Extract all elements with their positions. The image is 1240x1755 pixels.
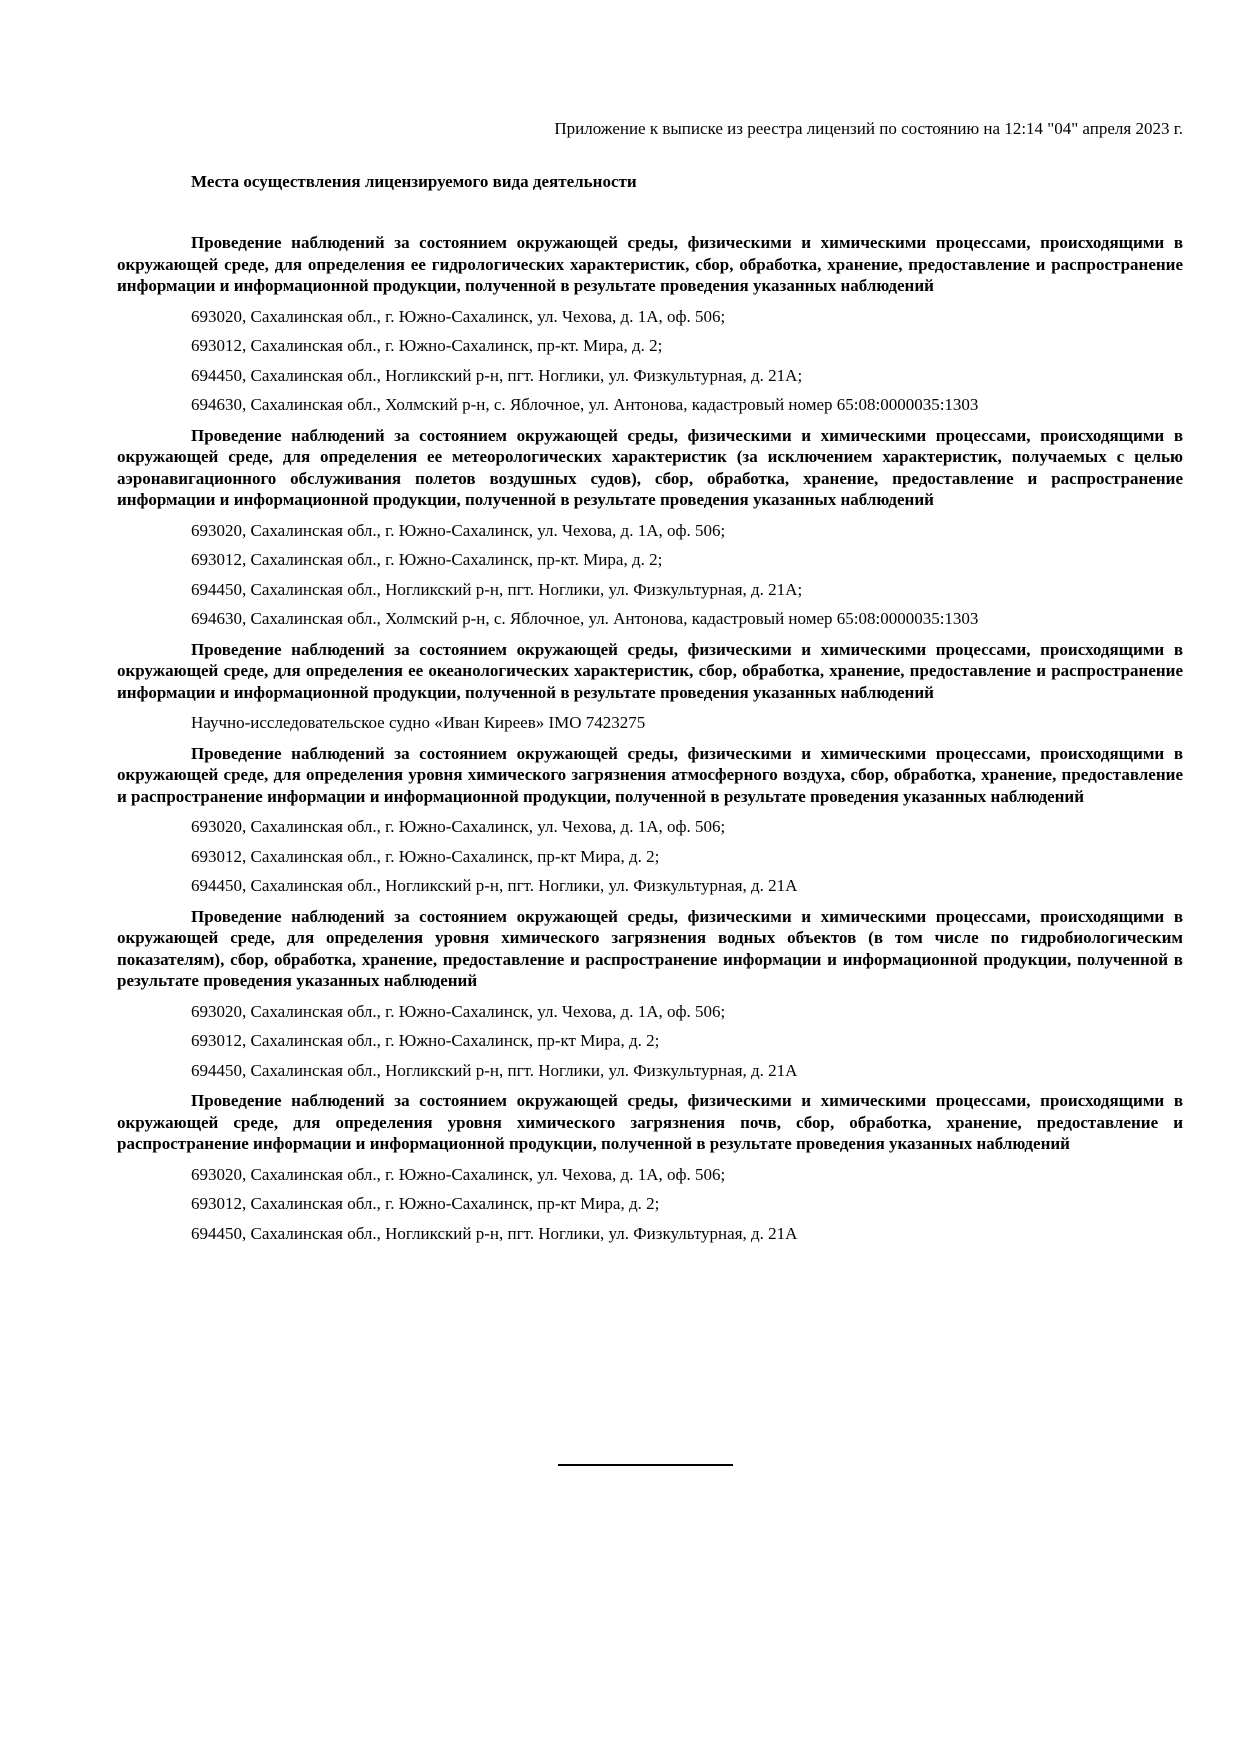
activity-title: Проведение наблюдений за состоянием окружающей среды, физическими и химическими процессами, происходящими в окружающей среде, для определения ее метеорологических характеристик (за исключением характеристик, получаемых с целью аэронавигационного обслуживания полетов воздушных судов), сбор, обработка, хранение, предоставление и распространение информации и информационной продукции, полученной в результате проведения указанных наблюдений <box>117 425 1183 509</box>
address-item: 694450, Сахалинская обл., Ногликский р-н, пгт. Ноглики, ул. Физкультурная, д. 21А <box>191 876 798 895</box>
address-list <box>117 521 1183 630</box>
address-item: 694450, Сахалинская обл., Ногликский р-н, пгт. Ноглики, ул. Физкультурная, д. 21А; <box>191 365 803 385</box>
activity-block <box>117 1090 1183 1244</box>
address-item: 693020, Сахалинская обл., г. Южно-Сахалинск, ул. Чехова, д. 1А, оф. 506; <box>191 306 726 326</box>
address-item: Научно-исследовательское судно «Иван Киреев» IMO 7423275 <box>191 713 646 732</box>
address-item: 693012, Сахалинская обл., г. Южно-Сахалинск, пр-кт. Мира, д. 2; <box>191 336 663 355</box>
address-item: 694450, Сахалинская обл., Ногликский р-н, пгт. Ноглики, ул. Физкультурная, д. 21А <box>191 1223 798 1243</box>
address-item: 693020, Сахалинская обл., г. Южно-Сахалинск, ул. Чехова, д. 1А, оф. 506; <box>191 1001 726 1021</box>
address-item: 694630, Сахалинская обл., Холмский р-н, с. Яблочное, ул. Антонова, кадастровый номер 65:08:0000035:1303 <box>191 609 979 628</box>
address-item: 693012, Сахалинская обл., г. Южно-Сахалинск, пр-кт Мира, д. 2; <box>191 846 660 866</box>
activities-list <box>117 232 1183 1253</box>
activity-block <box>117 425 1183 630</box>
address-list <box>117 817 1183 896</box>
address-list <box>117 1165 1183 1244</box>
address-item: 694450, Сахалинская обл., Ногликский р-н, пгт. Ноглики, ул. Физкультурная, д. 21А <box>191 1060 798 1080</box>
address-item: 694450, Сахалинская обл., Ногликский р-н, пгт. Ноглики, ул. Физкультурная, д. 21А; <box>191 579 803 599</box>
activity-title: Проведение наблюдений за состоянием окружающей среды, физическими и химическими процессами, происходящими в окружающей среде, для определения уровня химического загрязнения водных объектов (в том числе по гидробиологическим показателям), сбор, обработка, хранение, предоставление и распространение информации и информационной продукции, полученной в результате проведения указанных наблюдений <box>117 906 1183 990</box>
address-item: 693012, Сахалинская обл., г. Южно-Сахалинск, пр-кт Мира, д. 2; <box>191 1031 660 1050</box>
header-note: Приложение к выписке из реестра лицензий по состоянию на 12:14 "04" апреля 2023 г. <box>554 119 1183 138</box>
activity-block <box>117 906 1183 1081</box>
address-item: 693020, Сахалинская обл., г. Южно-Сахалинск, ул. Чехова, д. 1А, оф. 506; <box>191 817 726 836</box>
address-list <box>117 713 1183 733</box>
section-heading: Места осуществления лицензируемого вида деятельности <box>191 172 637 191</box>
address-list <box>117 1002 1183 1081</box>
footer-divider <box>558 1464 733 1466</box>
activity-block <box>117 232 1183 415</box>
address-item: 693020, Сахалинская обл., г. Южно-Сахалинск, ул. Чехова, д. 1А, оф. 506; <box>191 520 726 540</box>
address-item: 693012, Сахалинская обл., г. Южно-Сахалинск, пр-кт. Мира, д. 2; <box>191 550 663 569</box>
activity-title: Проведение наблюдений за состоянием окружающей среды, физическими и химическими процессами, происходящими в окружающей среде, для определения ее океанологических характеристик, сбор, обработка, хранение, предоставление и распространение информации и информационной продукции, полученной в результате проведения указанных наблюдений <box>117 639 1183 702</box>
address-item: 693020, Сахалинская обл., г. Южно-Сахалинск, ул. Чехова, д. 1А, оф. 506; <box>191 1164 726 1184</box>
address-item: 694630, Сахалинская обл., Холмский р-н, с. Яблочное, ул. Антонова, кадастровый номер 65:08:0000035:1303 <box>191 395 979 414</box>
activity-block <box>117 743 1183 897</box>
address-list <box>117 307 1183 416</box>
activity-title: Проведение наблюдений за состоянием окружающей среды, физическими и химическими процессами, происходящими в окружающей среде, для определения ее гидрологических характеристик, сбор, обработка, хранение, предоставление и распространение информации и информационной продукции, полученной в результате проведения указанных наблюдений <box>117 233 1183 295</box>
activity-title: Проведение наблюдений за состоянием окружающей среды, физическими и химическими процессами, происходящими в окружающей среде, для определения уровня химического загрязнения атмосферного воздуха, сбор, обработка, хранение, предоставление и распространение информации и информационной продукции, полученной в результате проведения указанных наблюдений <box>117 743 1183 806</box>
activity-block <box>117 639 1183 734</box>
address-item: 693012, Сахалинская обл., г. Южно-Сахалинск, пр-кт Мира, д. 2; <box>191 1194 660 1213</box>
activity-title: Проведение наблюдений за состоянием окружающей среды, физическими и химическими процессами, происходящими в окружающей среде, для определения уровня химического загрязнения почв, сбор, обработка, хранение, предоставление и распространение информации и информационной продукции, полученной в результате проведения указанных наблюдений <box>117 1091 1183 1153</box>
